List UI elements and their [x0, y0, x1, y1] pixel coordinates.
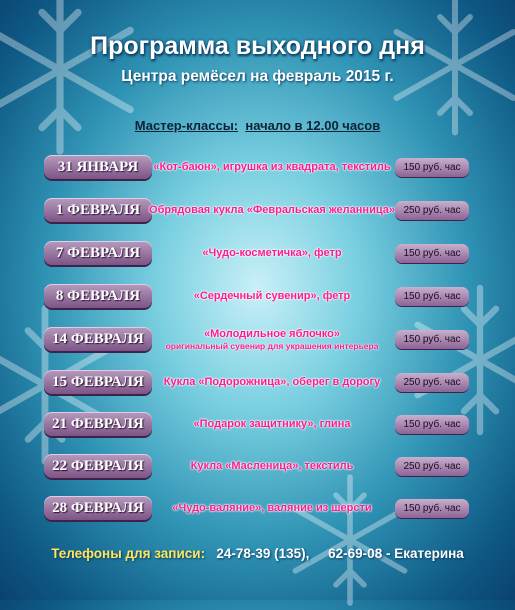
event-price: 150 руб. час	[395, 415, 469, 434]
event-description	[156, 322, 388, 356]
event-title: Кукла «Масленица», текстиль	[190, 460, 354, 472]
event-date: 14 ФЕВРАЛЯ	[44, 327, 152, 351]
event-title: «Молодильное яблочко»	[204, 327, 340, 340]
phone-number-1: 24-78-39 (135),	[216, 546, 310, 561]
event-row	[0, 150, 515, 186]
event-description	[156, 236, 388, 270]
event-date: 8 ФЕВРАЛЯ	[44, 284, 152, 308]
event-row	[0, 236, 515, 272]
event-subtitle: оригинальный сувенир для украшения интерьера	[165, 340, 379, 351]
masterclass-heading	[0, 118, 515, 133]
event-title: Кукла «Подорожница», оберег в дорогу	[163, 376, 381, 388]
event-description	[149, 193, 395, 227]
event-row	[0, 449, 515, 485]
event-row	[0, 193, 515, 229]
event-description	[156, 491, 388, 525]
event-row	[0, 365, 515, 401]
event-price: 150 руб. час	[395, 499, 469, 518]
event-date: 21 ФЕВРАЛЯ	[44, 412, 152, 436]
event-row	[0, 279, 515, 315]
event-date: 1 ФЕВРАЛЯ	[44, 198, 152, 222]
event-price: 250 руб. час	[395, 457, 469, 476]
event-price: 150 руб. час	[395, 244, 469, 263]
event-price: 150 руб. час	[395, 330, 469, 349]
event-price: 250 руб. час	[395, 373, 469, 392]
masterclass-label: Мастер-классы:	[134, 118, 239, 133]
event-date: 7 ФЕВРАЛЯ	[44, 241, 152, 265]
event-description	[156, 407, 388, 441]
page-subtitle: Центра ремёсел на февраль 2015 г.	[121, 68, 394, 85]
event-title: «Сердечный сувенир», фетр	[193, 290, 351, 302]
masterclass-time: начало в 12.00 часов	[245, 118, 381, 133]
event-row	[0, 407, 515, 443]
event-price: 150 руб. час	[395, 158, 469, 177]
event-title: «Подарок защитнику», глина	[193, 418, 351, 430]
event-date: 31 ЯНВАРЯ	[44, 155, 152, 179]
event-date: 22 ФЕВРАЛЯ	[44, 454, 152, 478]
event-date: 15 ФЕВРАЛЯ	[44, 370, 152, 394]
event-price: 150 руб. час	[395, 287, 469, 306]
event-description	[156, 449, 388, 483]
event-title: «Кот-баюн», игрушка из квадрата, текстиль	[153, 161, 391, 173]
event-date: 28 ФЕВРАЛЯ	[44, 496, 152, 520]
event-title: «Чудо-валяние», валяние из шерсти	[172, 502, 372, 514]
event-title: Обрядовая кукла «Февральская желанница»	[149, 204, 395, 216]
event-description	[156, 279, 388, 313]
event-description	[153, 150, 391, 184]
page-title: Программа выходного дня	[90, 32, 425, 60]
phones-label: Телефоны для записи:	[51, 546, 206, 561]
phone-number-2: 62-69-08 - Екатерина	[328, 546, 464, 561]
event-title: «Чудо-косметичка», фетр	[202, 247, 342, 259]
event-description	[156, 365, 388, 399]
contact-phones	[0, 546, 515, 561]
event-row	[0, 491, 515, 527]
event-price: 250 руб. час	[395, 201, 469, 220]
event-row	[0, 322, 515, 358]
